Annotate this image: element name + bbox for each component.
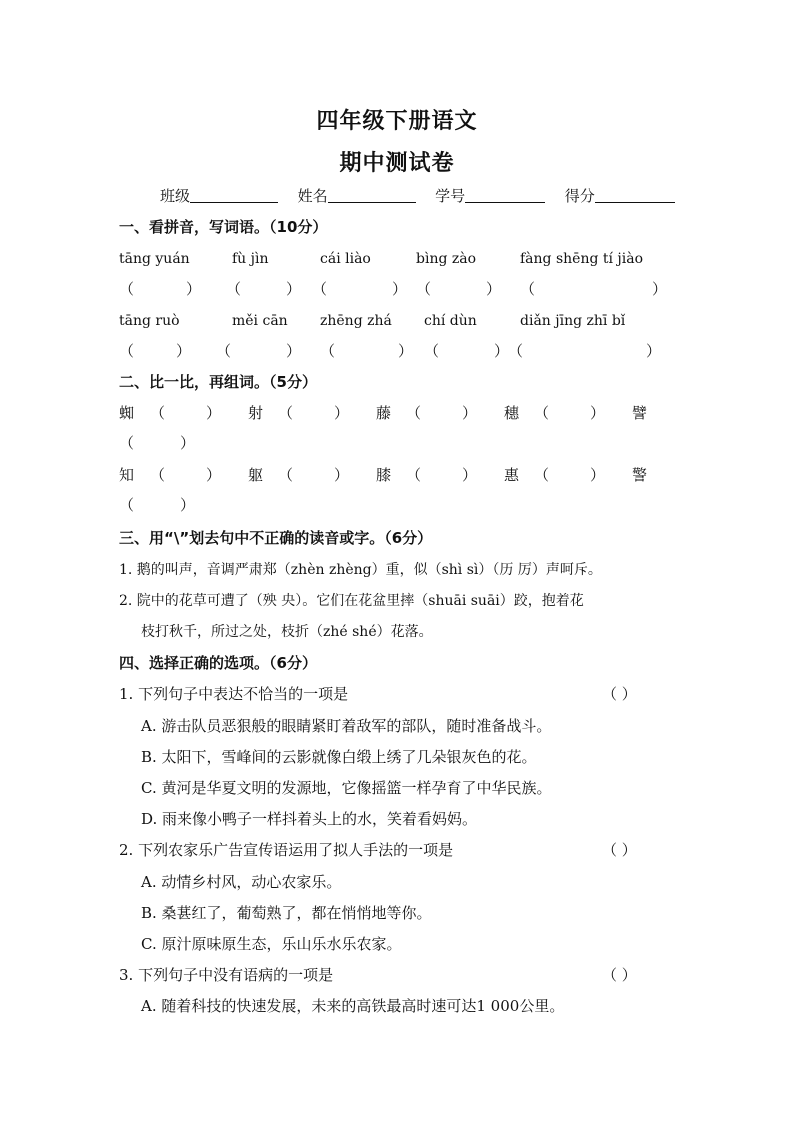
- option-text: B. 桑葚红了，葡萄熟了，都在悄悄地等你。: [141, 904, 432, 922]
- pinyin-item: chí dùn: [424, 313, 477, 329]
- close-paren: ）: [494, 342, 510, 360]
- close-paren: ）: [186, 280, 202, 298]
- character-item: 惠: [504, 466, 520, 484]
- open-paren: （: [424, 342, 440, 360]
- section-heading-4: 四、选择正确的选项。（6分）: [119, 654, 317, 672]
- page-title: 四年级下册语文: [316, 109, 478, 134]
- character-item: 躯: [248, 466, 264, 484]
- question-text: 1. 鹅的叫声，音调严肃郑（zhèn zhèng）重，似（shì sì）（历 厉）声呵斥。: [119, 562, 602, 578]
- close-paren: ）: [646, 342, 662, 360]
- pinyin-item: bìng zào: [416, 251, 477, 267]
- question-text: 2. 下列农家乐广告宣传语运用了拟人手法的一项是: [119, 841, 454, 859]
- question-text: 2. 院中的花草可遭了（殃 央）。它们在花盆里摔（shuāi suāi）跤，抱着花: [119, 593, 584, 609]
- open-paren: （: [508, 342, 524, 360]
- close-paren: ）: [652, 280, 668, 298]
- character-item: 譬: [632, 404, 648, 422]
- option-text: C. 原汁原味原生态，乐山乐水乐农家。: [141, 935, 402, 953]
- close-paren: ）: [334, 466, 350, 484]
- answer-blank: （ ）: [602, 685, 637, 703]
- class-field[interactable]: [190, 186, 278, 203]
- option-text: A. 随着科技的快速发展，未来的高铁最高时速可达1 000公里。: [141, 997, 565, 1015]
- close-paren: ）: [180, 434, 196, 452]
- close-paren: ）: [334, 404, 350, 422]
- close-paren: ）: [180, 496, 196, 514]
- question-text: 3. 下列句子中没有语病的一项是: [119, 966, 334, 984]
- section-heading-3: 三、用“\”划去句中不正确的读音或字。（6分）: [119, 529, 433, 547]
- question-text: 枝打秋千，所过之处，枝折（zhé shé）花落。: [141, 624, 433, 640]
- character-item: 知: [119, 466, 135, 484]
- open-paren: （: [119, 342, 135, 360]
- character-item: 射: [248, 404, 264, 422]
- close-paren: ）: [286, 342, 302, 360]
- open-paren: （: [520, 280, 536, 298]
- open-paren: （: [406, 404, 422, 422]
- close-paren: ）: [462, 466, 478, 484]
- character-item: 藤: [376, 404, 392, 422]
- close-paren: ）: [462, 404, 478, 422]
- option-text: C. 黄河是华夏文明的发源地，它像摇篮一样孕育了中华民族。: [141, 779, 552, 797]
- pinyin-item: diǎn jīng zhī bǐ: [520, 313, 626, 329]
- answer-blank: （ ）: [602, 966, 637, 984]
- close-paren: ）: [392, 280, 408, 298]
- character-item: 警: [632, 466, 648, 484]
- pinyin-item: měi cān: [232, 313, 288, 329]
- name-field[interactable]: [328, 186, 416, 203]
- character-item: 蜘: [119, 404, 135, 422]
- open-paren: （: [226, 280, 242, 298]
- pinyin-item: fù jìn: [232, 251, 269, 267]
- pinyin-item: fàng shēng tí jiào: [520, 251, 644, 267]
- open-paren: （: [278, 466, 294, 484]
- score-field[interactable]: [595, 186, 675, 203]
- open-paren: （: [534, 466, 550, 484]
- pinyin-item: cái liào: [320, 251, 371, 267]
- close-paren: ）: [286, 280, 302, 298]
- close-paren: ）: [590, 404, 606, 422]
- question-text: 1. 下列句子中表达不恰当的一项是: [119, 685, 349, 703]
- option-text: B. 太阳下，雪峰间的云影就像白缎上绣了几朵银灰色的花。: [141, 748, 537, 766]
- open-paren: （: [216, 342, 232, 360]
- section-heading-1: 一、看拼音，写词语。（10分）: [119, 218, 328, 236]
- answer-blank: （ ）: [602, 841, 637, 859]
- close-paren: ）: [206, 466, 222, 484]
- class-label: 班级: [160, 187, 191, 205]
- open-paren: （: [416, 280, 432, 298]
- open-paren: （: [119, 280, 135, 298]
- name-label: 姓名: [297, 187, 328, 205]
- option-text: D. 雨来像小鸭子一样抖着头上的水，笑着看妈妈。: [141, 810, 478, 828]
- open-paren: （: [406, 466, 422, 484]
- section-heading-2: 二、比一比，再组词。（5分）: [119, 373, 317, 391]
- close-paren: ）: [590, 466, 606, 484]
- pinyin-item: tāng ruò: [119, 313, 180, 329]
- close-paren: ）: [398, 342, 414, 360]
- number-label: 学号: [435, 187, 466, 205]
- open-paren: （: [312, 280, 328, 298]
- open-paren: （: [150, 404, 166, 422]
- open-paren: （: [119, 434, 135, 452]
- open-paren: （: [278, 404, 294, 422]
- number-field[interactable]: [465, 186, 545, 203]
- close-paren: ）: [486, 280, 502, 298]
- score-label: 得分: [564, 187, 595, 205]
- pinyin-item: tāng yuán: [119, 251, 190, 267]
- character-item: 膝: [376, 466, 392, 484]
- page-subtitle: 期中测试卷: [339, 151, 455, 176]
- close-paren: ）: [176, 342, 192, 360]
- open-paren: （: [320, 342, 336, 360]
- open-paren: （: [534, 404, 550, 422]
- open-paren: （: [150, 466, 166, 484]
- option-text: A. 动情乡村风，动心农家乐。: [141, 873, 342, 891]
- student-info-line: [160, 186, 675, 206]
- option-text: A. 游击队员恶狠般的眼睛紧盯着敌军的部队，随时准备战斗。: [141, 717, 552, 735]
- close-paren: ）: [206, 404, 222, 422]
- open-paren: （: [119, 496, 135, 514]
- character-item: 穗: [504, 404, 520, 422]
- pinyin-item: zhēng zhá: [320, 313, 392, 329]
